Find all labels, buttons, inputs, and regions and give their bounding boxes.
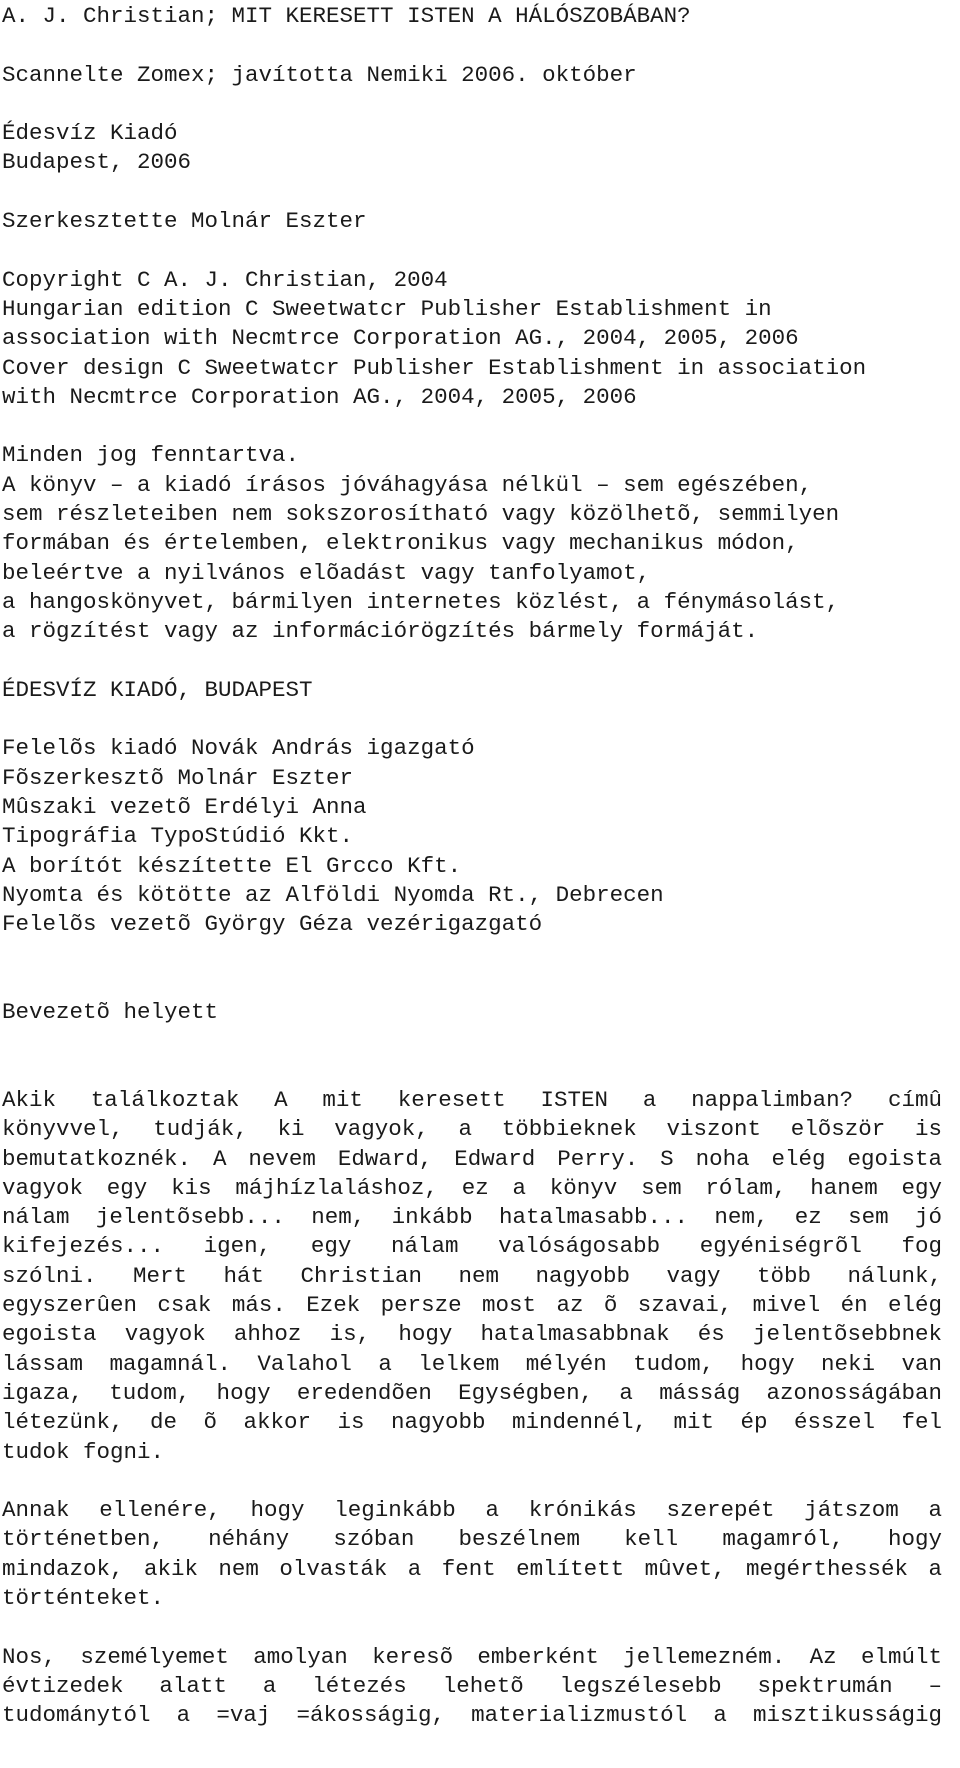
staff-line: Felelõs kiadó Novák András igazgató (2, 735, 475, 762)
paragraph-1-line: egyszerûen csak más. Ezek persze most az õ szavai, mivel én elég (2, 1292, 942, 1319)
paragraph-1-line: könyvvel, tudják, ki vagyok, a többieknek viszont elõször is (2, 1116, 942, 1143)
rights-line: formában és értelemben, elektronikus vagy mechanikus módon, (2, 530, 799, 557)
paragraph-2-line: történetben, néhány szóban beszélnem kell magamról, hogy (2, 1526, 942, 1553)
staff-line: Felelõs vezetõ György Géza vezérigazgató (2, 911, 543, 938)
scan-credit-line: Scannelte Zomex; javította Nemiki 2006. október (2, 61, 637, 88)
spacer (2, 940, 942, 999)
paragraph-1-line: létezünk, de õ akkor is nagyobb mindennél, mit ép ésszel fel (2, 1409, 942, 1436)
spacer (2, 31, 942, 60)
paragraph-1-line: egoista vagyok ahhoz is, hogy hatalmasabbnak és jelentõsebbnek (2, 1321, 942, 1348)
paragraph-1-line: igaza, tudom, hogy eredendõen Egységben, a másság azonosságában (2, 1379, 942, 1406)
spacer (2, 236, 942, 265)
spacer (2, 90, 942, 119)
staff-line: A borítót készítette El Grcco Kft. (2, 852, 462, 879)
spacer (2, 412, 942, 441)
staff-line: Mûszaki vezetõ Erdélyi Anna (2, 794, 367, 821)
paragraph-1-line: szólni. Mert hát Christian nem nagyobb vagy több nálunk, (2, 1262, 942, 1289)
paragraph-3-line: tudománytól a =vaj =ákosságig, materializmustól a misztikusságig (2, 1702, 942, 1729)
paragraph-1-line: bemutatkoznék. A nevem Edward, Edward Perry. S noha elég egoista (2, 1145, 942, 1172)
paragraph-1-line: vagyok egy kis májhízlaláshoz, ez a könyv sem rólam, hanem egy (2, 1174, 942, 1201)
paragraph-1-last-line: tudok fogni. (2, 1438, 165, 1465)
spacer (2, 647, 942, 676)
copyright-line: Cover design C Sweetwatcr Publisher Establishment in association (2, 354, 867, 381)
paragraph-2-line: Annak ellenére, hogy leginkább a krónikás szerepét játszom a (2, 1497, 942, 1524)
rights-line: sem részleteiben nem sokszorosítható vagy közölhetõ, semmilyen (2, 501, 840, 528)
rights-line: a rögzítést vagy az információrögzítés bármely formáját. (2, 618, 759, 645)
rights-line: Minden jog fenntartva. (2, 442, 300, 469)
spacer (2, 1027, 942, 1086)
rights-line: a hangoskönyvet, bármilyen internetes közlést, a fénymásolást, (2, 588, 840, 615)
paragraph-3-line: évtizedek alatt a létezés lehetõ legszélesebb spektrumán – (2, 1672, 942, 1699)
paragraph-1-line: Akik találkoztak A mit keresett ISTEN a nappalimban? címû (2, 1086, 942, 1113)
spacer (2, 705, 942, 734)
rights-line: beleértve a nyilvános elõadást vagy tanfolyamot, (2, 559, 651, 586)
publisher-city-year: Budapest, 2006 (2, 149, 192, 176)
paragraph-1-line: nálam jelentõsebb... nem, inkább hatalmasabb... nem, ez sem jó (2, 1204, 942, 1231)
paragraph-2-line: mindazok, akik nem olvasták a fent említett mûvet, megérthessék a (2, 1555, 942, 1582)
staff-line: Fõszerkesztõ Molnár Eszter (2, 764, 354, 791)
editor-line: Szerkesztette Molnár Eszter (2, 208, 367, 235)
paragraph-1-line: lássam magamnál. Valahol a lelkem mélyén tudom, hogy neki van (2, 1350, 942, 1377)
publisher-name: Édesvíz Kiadó (2, 120, 178, 147)
spacer (2, 1467, 942, 1496)
document-title-line: A. J. Christian; MIT KERESETT ISTEN A HÁLÓSZOBÁBAN? (2, 3, 691, 29)
copyright-line: Copyright C A. J. Christian, 2004 (2, 266, 448, 293)
imprint-heading: ÉDESVÍZ KIADÓ, BUDAPEST (2, 676, 313, 703)
staff-line: Tipográfia TypoStúdió Kkt. (2, 823, 354, 850)
rights-line: A könyv – a kiadó írásos jóváhagyása nélkül – sem egészében, (2, 471, 813, 498)
staff-line: Nyomta és kötötte az Alföldi Nyomda Rt., Debrecen (2, 881, 664, 908)
paragraph-1-line: kifejezés... igen, egy nálam valóságosabb egyéniségrõl fog (2, 1233, 942, 1260)
spacer (2, 1613, 942, 1642)
copyright-line: association with Necmtrce Corporation AG., 2004, 2005, 2006 (2, 325, 799, 352)
section-heading: Bevezetõ helyett (2, 999, 219, 1026)
paragraph-2-last-line: történteket. (2, 1585, 165, 1612)
copyright-line: Hungarian edition C Sweetwatcr Publisher Establishment in (2, 295, 772, 322)
copyright-line: with Necmtrce Corporation AG., 2004, 2005, 2006 (2, 383, 637, 410)
spacer (2, 178, 942, 207)
paragraph-3-line: Nos, személyemet amolyan keresõ emberként jellemezném. Az elmúlt (2, 1643, 942, 1670)
document-page (2, 2, 942, 1731)
